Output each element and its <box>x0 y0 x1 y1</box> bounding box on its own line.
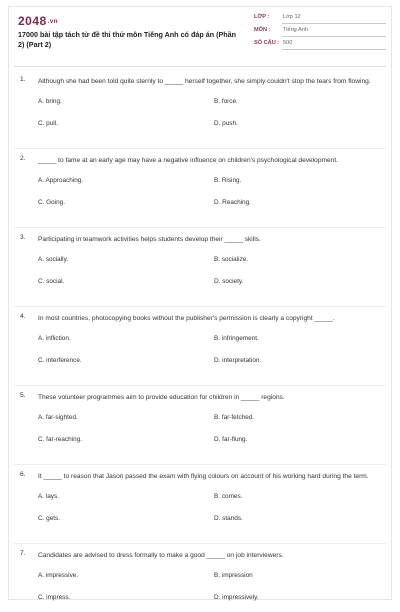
meta-underline <box>282 49 386 50</box>
question-number: 4. <box>20 313 26 320</box>
question-number: 5. <box>20 392 26 399</box>
answer-options <box>38 572 386 612</box>
site-logo[interactable] <box>18 14 58 28</box>
option-d[interactable]: D. far-flung. <box>214 436 248 443</box>
answer-options <box>38 256 386 296</box>
meta-underline <box>282 23 386 24</box>
question-number: 3. <box>20 234 26 241</box>
option-b[interactable]: B. Rising. <box>214 177 242 184</box>
question-stem: It _____ to reason that Jason passed the exam with flying colours on account of his working hard during the term. <box>38 473 369 480</box>
option-a[interactable]: A. Approaching. <box>38 177 84 184</box>
option-d[interactable]: D. interpretation. <box>214 357 262 364</box>
option-b[interactable]: B. infringement. <box>214 335 259 342</box>
question-divider <box>14 385 386 386</box>
question-item <box>14 471 386 544</box>
question-number: 7. <box>20 550 26 557</box>
question-divider <box>14 543 386 544</box>
question-item <box>14 155 386 228</box>
meta-class-row <box>254 14 386 27</box>
question-divider <box>14 227 386 228</box>
meta-count-value: 500 <box>283 40 293 46</box>
question-number: 2. <box>20 155 26 162</box>
option-d[interactable]: D. society. <box>214 278 244 285</box>
question-stem: These volunteer programmes aim to provide education for children in _____ regions. <box>38 394 285 401</box>
meta-subject-row <box>254 27 386 40</box>
document-meta <box>254 14 386 53</box>
option-a[interactable]: A. infliction. <box>38 335 71 342</box>
logo-text: 2048 <box>18 14 47 28</box>
document-title: 17000 bài tập tách từ đề thi thử môn Tiếng Anh có đáp án (Phần 2) (Part 2) <box>18 30 237 49</box>
document-header <box>14 12 386 62</box>
question-item <box>14 76 386 149</box>
question-divider <box>14 464 386 465</box>
answer-options <box>38 177 386 217</box>
answer-options <box>38 335 386 375</box>
option-a[interactable]: A. bring. <box>38 98 62 105</box>
option-b[interactable]: B. force. <box>214 98 238 105</box>
option-d[interactable]: D. Reaching. <box>214 199 251 206</box>
question-stem: _____ to fame at an early age may have a negative influence on children's psychological development. <box>38 157 338 164</box>
question-item <box>14 392 386 465</box>
question-list <box>14 76 386 612</box>
question-item <box>14 550 386 612</box>
question-item <box>14 313 386 386</box>
option-c[interactable]: C. gets. <box>38 515 61 522</box>
question-item <box>14 234 386 307</box>
option-c[interactable]: C. impress. <box>38 594 71 601</box>
option-d[interactable]: D. impressively. <box>214 594 259 601</box>
meta-count-row <box>254 40 386 53</box>
option-c[interactable]: C. interference. <box>38 357 82 364</box>
answer-options <box>38 414 386 454</box>
question-number: 1. <box>20 76 26 83</box>
option-c[interactable]: C. social. <box>38 278 65 285</box>
question-stem: In most countries, photocopying books without the publisher's permission is clearly a copyright _____. <box>38 315 335 322</box>
meta-class-label: LỚP : <box>254 14 270 20</box>
header-divider <box>14 66 386 67</box>
option-b[interactable]: B. far-fetched. <box>214 414 255 421</box>
question-stem: Although she had been told quite sternly to _____ herself together, she simply couldn't stop the tears from flowing. <box>38 78 371 85</box>
answer-options <box>38 493 386 533</box>
option-a[interactable]: A. impressive. <box>38 572 79 579</box>
question-stem: Participating in teamwork activities helps students develop their _____ skills. <box>38 236 261 243</box>
option-c[interactable]: C. Going. <box>38 199 65 206</box>
option-a[interactable]: A. lays. <box>38 493 59 500</box>
meta-subject-value: Tiếng Anh <box>283 27 308 33</box>
option-b[interactable]: B. socialize. <box>214 256 249 263</box>
meta-underline <box>282 36 386 37</box>
answer-options <box>38 98 386 138</box>
option-a[interactable]: A. far-sighted. <box>38 414 78 421</box>
question-divider <box>14 306 386 307</box>
option-c[interactable]: C. far-reaching. <box>38 436 83 443</box>
question-divider <box>14 148 386 149</box>
logo-suffix: .vn <box>47 18 58 25</box>
question-stem: Candidates are advised to dress formally to make a good _____ on job interviewers. <box>38 552 284 559</box>
meta-count-label: SỐ CÂU : <box>254 40 280 46</box>
option-b[interactable]: B. impression <box>214 572 253 579</box>
option-a[interactable]: A. socially. <box>38 256 69 263</box>
option-d[interactable]: D. push. <box>214 120 238 127</box>
option-c[interactable]: C. pull. <box>38 120 58 127</box>
option-b[interactable]: B. comes. <box>214 493 243 500</box>
meta-subject-label: MÔN : <box>254 27 271 33</box>
meta-class-value: Lớp 12 <box>283 14 301 20</box>
option-d[interactable]: D. stands. <box>214 515 243 522</box>
question-number: 6. <box>20 471 26 478</box>
